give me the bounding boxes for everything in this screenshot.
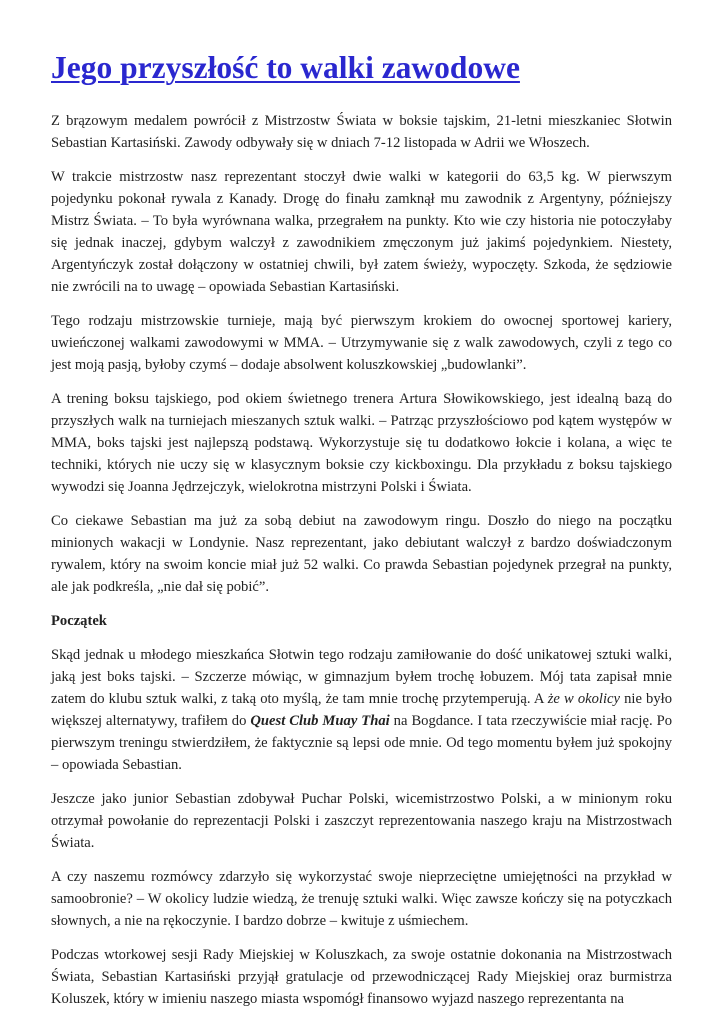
paragraph-5: Co ciekawe Sebastian ma już za sobą debiut na zawodowym ringu. Doszło do niego na początku minionych wakacji w Londynie. Nasz reprezentant, jako debiutant walczył z bardzo doświadczonym rywalem, który na swoim koncie miał już 52 walki. Co prawda Sebastian pojedynek przegrał na punkty, ale jak podkreśla, „nie dał się pobić”. [51,513,672,595]
paragraph-7: Jeszcze jako junior Sebastian zdobywał Puchar Polski, wicemistrzostwo Polski, a w minionym roku otrzymał powołanie do reprezentacji Polski i zaszczyt reprezentowania naszego kraju na Mistrzostwach Świata. [51,791,672,851]
article-title-link[interactable]: Jego przyszłość to walki zawodowe [51,50,520,85]
paragraph-4: A trening boksu tajskiego, pod okiem świetnego trenera Artura Słowikowskiego, jest idealną bazą do przyszłych walk na turniejach mieszanych sztuk walki. – Patrząc przyszłościowo pod kątem występów w MMA, boks tajski jest najlepszą podstawą. Wykorzystuje się tu dodatkowo łokcie i kolana, a więc te techniki, których nie uczy się w klasycznym boksie czy kickboxingu. Dla przykładu z boksu tajskiego wywodzi się Joanna Jędrzejczyk, wielokrotna mistrzyni Polski i Świata. [51,391,672,495]
club-name: Quest Club Muay Thai [250,713,390,729]
article [51,0,672,1022]
paragraph-6-part-c: nie było większej alternatywy, trafiłem do [51,691,672,729]
paragraph-1: Z brązowym medalem powrócił z Mistrzostw Świata w boksie tajskim, 21-letni mieszkaniec Słotwin Sebastian Kartasiński. Zawody odbywały się w dniach 7-12 listopada w Adrii we Włoszech. [51,113,672,151]
paragraph-3: Tego rodzaju mistrzowskie turnieje, mają być pierwszym krokiem do owocnej sportowej kariery, uwieńczonej walkami zawodowymi w MMA. – Utrzymywanie się z walk zawodowych, czyli z tego co jest moją pasją, byłoby czymś – dodaje absolwent koluszkowskiej „budowlanki”. [51,313,672,373]
paragraph-8: A czy naszemu rozmówcy zdarzyło się wykorzystać swoje nieprzeciętne umiejętności na przykład w samoobronie? – W okolicy ludzie wiedzą, że trenuję sztuki walki. Więc zawsze kończy się na potyczkach słownych, a nie na rękoczynie. I bardzo dobrze – kwituje z uśmiechem. [51,869,672,929]
article-body [51,110,672,1010]
paragraph-6 [51,644,672,776]
paragraph-6-part-e: na Bogdance. I tata rzeczywiście miał rację. Po pierwszym treningu stwierdziłem, że faktycznie są lepsi ode mnie. Od tego momentu byłem już spokojny – opowiada Sebastian. [51,713,672,773]
paragraph-6-part-a: Skąd jednak u młodego mieszkańca Słotwin tego rodzaju zamiłowanie do dość unikatowej sztuki walki, jaką jest boks tajski. – Szczerze mówiąc, w gimnazjum byłem trochę łobuzem. Mój tata zapisał mnie zatem do klubu sztuk walki, z taką oto myślą, że tam mnie trochę przytemperują. A [51,647,672,707]
paragraph-9: Podczas wtorkowej sesji Rady Miejskiej w Koluszkach, za swoje ostatnie dokonania na Mistrzostwach Świata, Sebastian Kartasiński przyjął gratulacje od przewodniczącej Rady Miejskiej oraz burmistrza Koluszek, który w imieniu naszego miasta wspomógł finansowo wyjazd naszego reprezentanta na [51,947,672,1007]
paragraph-6-italic: że w okolicy [547,691,620,707]
article-title [51,48,672,88]
section-heading: Początek [51,613,107,629]
paragraph-2: W trakcie mistrzostw nasz reprezentant stoczył dwie walki w kategorii do 63,5 kg. W pierwszym pojedynku pokonał rywala z Kanady. Drogę do finału zamknął mu zawodnik z Argentyny, późniejszy Mistrz Świata. – To była wyrównana walka, przegrałem na punkty. Kto wie czy historia nie potoczyłaby się jednak inaczej, gdybym walczył z zawodnikiem zmęczonym już jakimś pojedynkiem. Niestety, Argentyńczyk został dołączony w ostatniej chwili, był zatem świeży, wypoczęty. Szkoda, że sędziowie nie zwrócili na to uwagę – opowiada Sebastian Kartasiński. [51,169,672,295]
